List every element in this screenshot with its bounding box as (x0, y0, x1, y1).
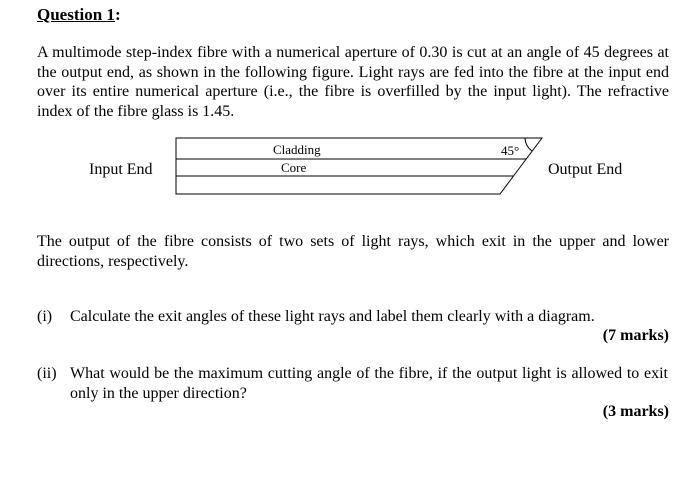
question-colon: : (114, 5, 121, 24)
output-end-label: Output End (548, 161, 623, 178)
core-label: Core (281, 160, 307, 175)
fibre-outline (176, 138, 542, 194)
intro-paragraph: A multimode step-index fibre with a numerical aperture of 0.30 is cut at an angle of 45 degrees at the output end, as shown in the following figure. Light rays are fed into the fibre at the input end over its entire numerical aperture (i.e., the fibre is overfilled by the input light). The refractive index of the fibre glass is 1.45. (37, 44, 669, 120)
part-ii-text: What would be the maximum cutting angle of the fibre, if the output light is allowed to exit only in the upper direction? (70, 365, 668, 402)
question-title: Question 1 (37, 5, 115, 24)
angle-arc (525, 138, 532, 151)
output-paragraph: The output of the fibre consists of two sets of light rays, which exit in the upper and lower directions, respectively. (37, 233, 669, 270)
part-i-marks: (7 marks) (602, 327, 669, 344)
question-heading (37, 5, 121, 25)
part-ii-number: (ii) (37, 365, 57, 382)
part-i-text: Calculate the exit angles of these light rays and label them clearly with a diagram. (70, 308, 595, 325)
input-end-label: Input End (89, 161, 153, 178)
part-ii-marks: (3 marks) (602, 403, 669, 420)
question-part-ii (37, 364, 669, 424)
fibre-diagram (170, 130, 550, 202)
part-i-number: (i) (37, 308, 53, 325)
question-part-i (37, 307, 669, 347)
cladding-label: Cladding (273, 142, 321, 157)
angle-label: 45° (501, 143, 520, 158)
